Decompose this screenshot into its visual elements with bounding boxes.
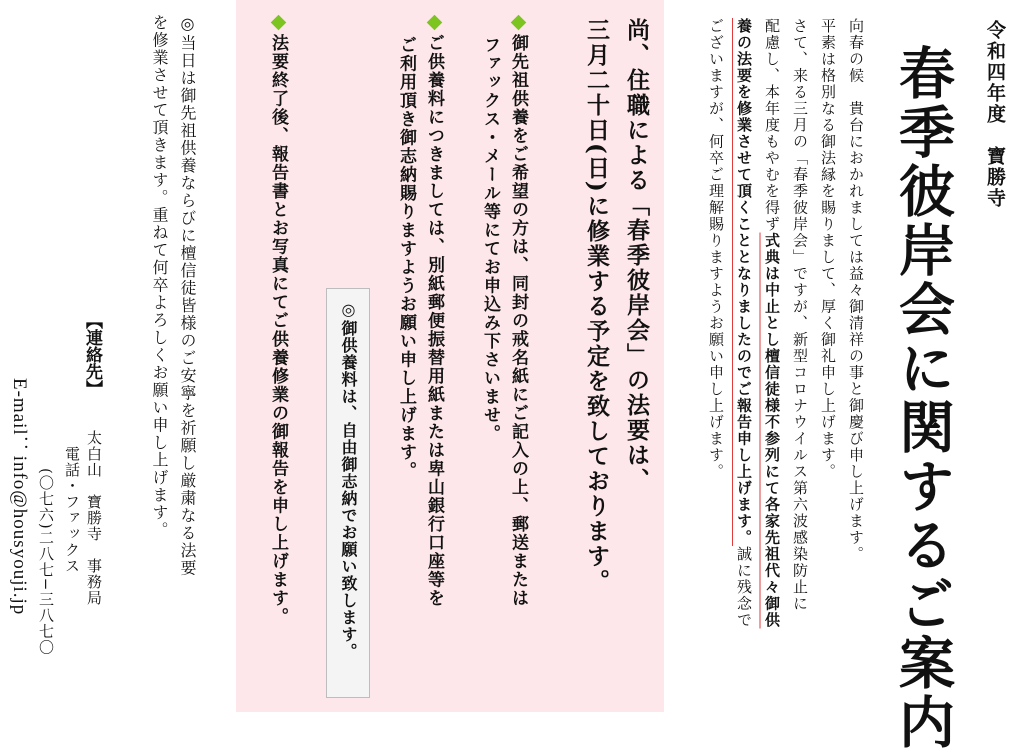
greeting-line-5a: 養の法要を修業させて頂くこととなりましたのでご報告申し上げます。 xyxy=(735,18,753,546)
greeting-line-1: 向春の候 貴台におかれましては益々御清祥の事と御慶び申し上げます。 xyxy=(847,18,865,563)
closing-line-1: ◎当日は御先祖供養ならびに檀信徒皆様のご安寧を祈願し厳粛なる法要 xyxy=(178,14,197,577)
note-text: ◎御供養料は、自由御志納でお願い致します。 xyxy=(339,300,358,660)
greeting-emphasis: 式典は中止とし檀信徒様不参列にて各家先祖代々御供 xyxy=(763,232,781,629)
bullet-2-line-1: ご供養料につきましては、別紙郵便振替用紙または卑山銀行口座等を xyxy=(424,34,444,608)
contact-email[interactable]: E-mail：info@housyouji.jp xyxy=(9,378,30,616)
closing-line-2: を修業させて頂きます。重ねて何卒よろしくお願い申し上げます。 xyxy=(150,14,169,539)
bullet-1-line-1: 御先祖供養をご希望の方は、同封の戒名紙にご記入の上、郵送または xyxy=(508,34,528,608)
greeting-line-5b: 誠に残念で xyxy=(735,546,753,629)
diamond-bullet-icon xyxy=(510,15,526,31)
greeting-line-5 xyxy=(734,18,754,629)
bullet-item-1 xyxy=(506,14,531,608)
contact-tel: (〇七六)二八七−三八七〇 xyxy=(37,468,55,656)
contact-org: 太白山 寶勝寺 事務局 xyxy=(85,430,103,606)
greeting-line-4 xyxy=(762,18,782,629)
diamond-bullet-icon xyxy=(426,15,442,31)
announce-line-2: 三月二十日(日)に修業する予定を致しております。 xyxy=(583,18,610,594)
greeting-line-3: さて、来る三月の「春季彼岸会」ですが、新型コロナウイルス第六波感染防止に xyxy=(791,18,809,612)
bullet-item-3 xyxy=(266,14,291,626)
contact-heading: 【連絡先】 xyxy=(82,312,102,397)
greeting-line-4a: 配慮し、本年度もやむを得ず xyxy=(763,18,781,233)
bullet-1-line-2: ファックス・メール等にてお申込み下さいませ。 xyxy=(480,36,500,443)
bullet-2-line-2: ご利用頂き御志納賜りますようお願い申し上げます。 xyxy=(396,36,416,480)
bullet-3-line-1: 法要終了後、報告書とお写真にてご供養修業の御報告を申し上げます。 xyxy=(268,34,288,626)
contact-tel-label: 電話・ファックス xyxy=(63,446,81,574)
page-title: 春季彼岸会に関するご案内 xyxy=(890,44,955,752)
greeting-line-6: ございますが、何卒ご理解賜りますようお願い申し上げます。 xyxy=(707,18,725,480)
diamond-bullet-icon xyxy=(270,15,286,31)
announce-line-1: 尚、住職による「春季彼岸会」の法要は、 xyxy=(623,18,650,493)
org-year-label: 令和四年度 寶勝寺 xyxy=(984,20,1006,209)
greeting-line-2: 平素は格別なる御法縁を賜りまして、厚く御礼申し上げます。 xyxy=(819,18,837,480)
bullet-item-2 xyxy=(422,14,447,608)
